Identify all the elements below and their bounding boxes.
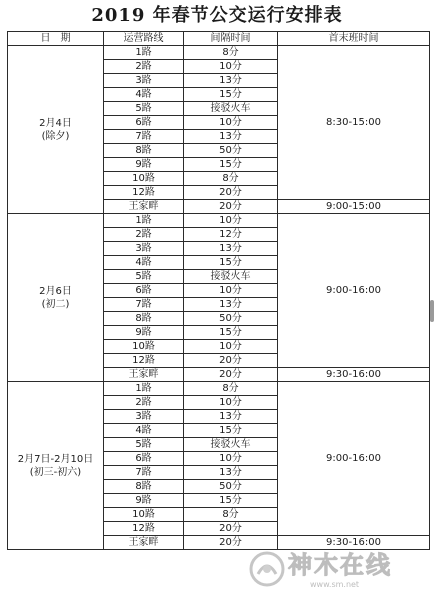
date-cell [8,214,104,382]
service-time-cell-last: 9:00-15:00 [278,200,430,214]
interval-cell: 10分 [184,60,278,74]
route-cell: 9路 [104,158,184,172]
route-cell: 5路 [104,438,184,452]
interval-cell: 20分 [184,200,278,214]
service-time-cell: 9:00-16:00 [278,214,430,368]
schedule-table [7,31,430,550]
interval-cell: 10分 [184,116,278,130]
table-row [8,214,430,228]
interval-cell: 20分 [184,522,278,536]
table-row [8,382,430,396]
date-cell [8,382,104,550]
route-cell: 10路 [104,508,184,522]
date-note: (初三-初六) [29,466,82,478]
table-header-row [8,32,430,46]
route-cell: 1路 [104,382,184,396]
interval-cell: 8分 [184,172,278,186]
table-row [8,46,430,60]
interval-cell: 接驳火车 [184,102,278,116]
service-time-cell: 8:30-15:00 [278,46,430,200]
route-cell: 10路 [104,340,184,354]
route-cell: 2路 [104,396,184,410]
date-label: 2月4日 [39,117,72,129]
route-cell: 6路 [104,452,184,466]
interval-cell: 15分 [184,494,278,508]
interval-cell: 15分 [184,424,278,438]
route-cell: 王家畔 [104,368,184,382]
service-time-cell: 9:00-16:00 [278,382,430,536]
date-note: (初二) [41,298,70,310]
header-route: 运营路线 [104,32,184,46]
interval-cell: 15分 [184,88,278,102]
interval-cell: 15分 [184,256,278,270]
service-time-cell-last: 9:30-16:00 [278,368,430,382]
interval-cell: 8分 [184,508,278,522]
interval-cell: 10分 [184,340,278,354]
route-cell: 8路 [104,144,184,158]
route-cell: 5路 [104,102,184,116]
header-date: 日 期 [8,32,104,46]
header-interval: 间隔时间 [184,32,278,46]
route-cell: 9路 [104,326,184,340]
route-cell: 2路 [104,228,184,242]
interval-cell: 13分 [184,410,278,424]
route-cell: 8路 [104,480,184,494]
service-time-cell-last: 9:30-16:00 [278,536,430,550]
route-cell: 7路 [104,298,184,312]
route-cell: 王家畔 [104,536,184,550]
watermark-text: 神木在线 [288,551,392,579]
interval-cell: 13分 [184,74,278,88]
route-cell: 12路 [104,354,184,368]
route-cell: 1路 [104,214,184,228]
interval-cell: 50分 [184,480,278,494]
interval-cell: 接驳火车 [184,438,278,452]
route-cell: 4路 [104,88,184,102]
route-cell: 12路 [104,186,184,200]
scrollbar[interactable] [430,300,434,322]
interval-cell: 10分 [184,396,278,410]
interval-cell: 12分 [184,228,278,242]
interval-cell: 20分 [184,368,278,382]
route-cell: 6路 [104,284,184,298]
route-cell: 3路 [104,410,184,424]
route-cell: 7路 [104,130,184,144]
interval-cell: 10分 [184,284,278,298]
interval-cell: 20分 [184,354,278,368]
route-cell: 4路 [104,256,184,270]
date-label: 2月7日-2月10日 [17,453,94,465]
route-cell: 6路 [104,116,184,130]
interval-cell: 13分 [184,298,278,312]
route-cell: 2路 [104,60,184,74]
route-cell: 12路 [104,522,184,536]
interval-cell: 15分 [184,158,278,172]
interval-cell: 10分 [184,452,278,466]
route-cell: 5路 [104,270,184,284]
header-service-time: 首末班时间 [278,32,430,46]
date-cell [8,46,104,214]
route-cell: 1路 [104,46,184,60]
watermark [248,548,428,592]
route-cell: 7路 [104,466,184,480]
route-cell: 王家畔 [104,200,184,214]
route-cell: 4路 [104,424,184,438]
date-label: 2月6日 [39,285,72,297]
route-cell: 3路 [104,74,184,88]
route-cell: 10路 [104,172,184,186]
watermark-logo-icon [248,550,286,588]
interval-cell: 50分 [184,312,278,326]
interval-cell: 接驳火车 [184,270,278,284]
interval-cell: 13分 [184,242,278,256]
interval-cell: 20分 [184,536,278,550]
interval-cell: 50分 [184,144,278,158]
route-cell: 8路 [104,312,184,326]
interval-cell: 8分 [184,46,278,60]
schedule-body [8,46,430,550]
interval-cell: 13分 [184,130,278,144]
route-cell: 3路 [104,242,184,256]
interval-cell: 20分 [184,186,278,200]
interval-cell: 8分 [184,382,278,396]
interval-cell: 15分 [184,326,278,340]
route-cell: 9路 [104,494,184,508]
watermark-url: www.sm.net [310,580,360,589]
interval-cell: 13分 [184,466,278,480]
page-title: 2019 年春节公交运行安排表 [91,5,343,26]
interval-cell: 10分 [184,214,278,228]
date-note: (除夕) [41,130,70,142]
